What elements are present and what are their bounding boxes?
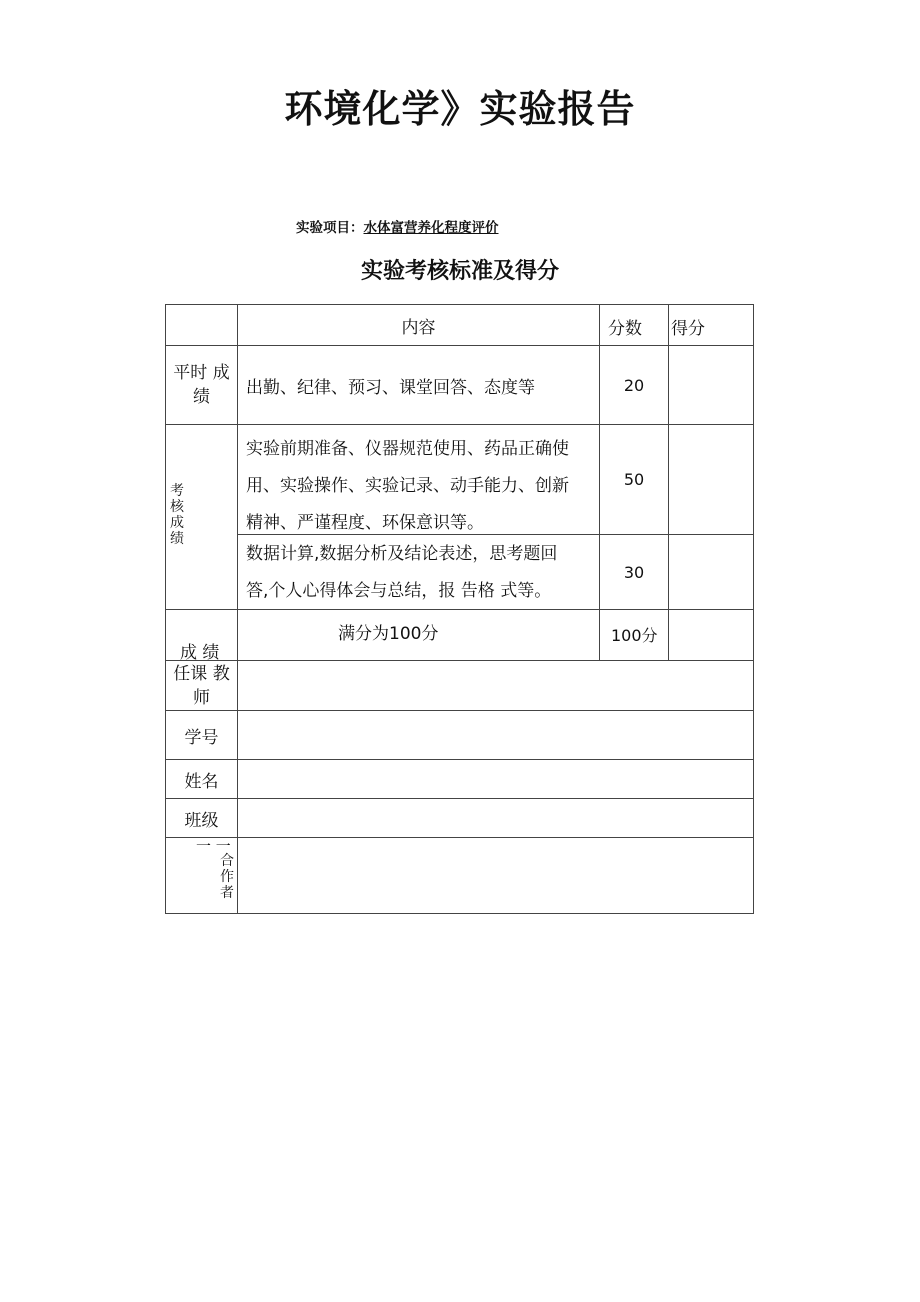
assessment-label-vertical: [169, 483, 185, 547]
assessment-content-a-cell: [237, 424, 599, 534]
header-points-label: 分数: [608, 319, 642, 339]
header-points-cell: [599, 304, 668, 345]
assessment-label-char: 成: [170, 515, 184, 531]
daily-label-cell: [165, 345, 237, 424]
daily-label-line1: 平时 成: [173, 363, 230, 383]
assessment-content-b-line: 数据计算,数据分析及结论表述，思考题回: [246, 544, 558, 564]
teacher-value-cell[interactable]: [237, 660, 754, 710]
daily-content-cell: [237, 345, 599, 424]
daily-score-cell: [668, 345, 754, 424]
assessment-score-b-cell: [668, 534, 754, 609]
partner-label-char: 者: [220, 885, 234, 901]
total-score-cell: [668, 609, 754, 660]
assessment-content-b-cell: [237, 534, 599, 609]
assessment-points-a-cell: [599, 424, 668, 534]
partner-label-char: 合: [220, 853, 234, 869]
teacher-label-line2: 师: [193, 687, 210, 708]
total-content-cell: [237, 609, 599, 660]
class-label: 班级: [184, 810, 219, 831]
name-value-cell[interactable]: [237, 759, 754, 798]
daily-content: 出勤、纪律、预习、课堂回答、态度等: [246, 377, 535, 398]
daily-label-line2: 绩: [193, 387, 210, 407]
header-score-cell: [668, 304, 754, 345]
assessment-content-a-line: 用、实验操作、实验记录、动手能力、创新: [246, 476, 569, 496]
document-title: 环境化学》实验报告: [284, 87, 636, 131]
daily-points-cell: [599, 345, 668, 424]
header-score-label: 得分: [671, 319, 705, 339]
assessment-content-a-line: 精神、严谨程度、环保意识等。: [246, 513, 484, 533]
total-label: 成 绩: [180, 643, 220, 663]
assessment-label-char: 绩: [170, 531, 184, 547]
project-line: [296, 216, 499, 236]
class-value-cell[interactable]: [237, 798, 754, 837]
assessment-label-char: 核: [170, 499, 184, 515]
assessment-points-b-cell: [599, 534, 668, 609]
assessment-label-cell: [165, 424, 237, 609]
assessment-score-a-cell: [668, 424, 754, 534]
assessment-content-b-line: 答,个人心得体会与总结，报 告格 式等。: [246, 581, 552, 601]
header-content-label: 内容: [401, 317, 436, 338]
partner-value-cell[interactable]: [237, 837, 754, 914]
assessment-content-a-line: 实验前期准备、仪器规范使用、药品正确使: [246, 439, 569, 459]
total-label-cell: [165, 609, 237, 663]
assessment-points-b: 30: [623, 562, 645, 582]
name-label: 姓名: [184, 771, 219, 792]
student-id-label-cell: [165, 710, 237, 759]
assessment-points-a: 50: [623, 470, 645, 489]
total-points: 100分: [611, 626, 658, 645]
class-label-cell: [165, 798, 237, 837]
teacher-label-cell: [165, 660, 237, 710]
student-id-label: 学号: [184, 727, 219, 748]
partner-label-vertical: [219, 853, 235, 901]
project-label: 实验项目：: [296, 220, 364, 236]
total-points-cell: [599, 609, 668, 660]
table-subtitle: 实验考核标准及得分: [360, 259, 559, 284]
partner-label-char: 作: [220, 869, 234, 885]
project-name: 水体富营养化程度评价: [363, 220, 499, 236]
header-content-cell: [237, 304, 599, 345]
header-corner-cell: [165, 304, 237, 345]
total-content: 满分为100分: [338, 624, 439, 644]
student-id-value-cell[interactable]: [237, 710, 754, 759]
assessment-label-char: 考: [170, 483, 184, 499]
partner-label-cell: [165, 837, 237, 914]
name-label-cell: [165, 759, 237, 798]
teacher-label-line1: 任课 教: [173, 663, 230, 684]
partner-dash: 一 一: [196, 837, 231, 855]
daily-points: 20: [623, 375, 645, 395]
